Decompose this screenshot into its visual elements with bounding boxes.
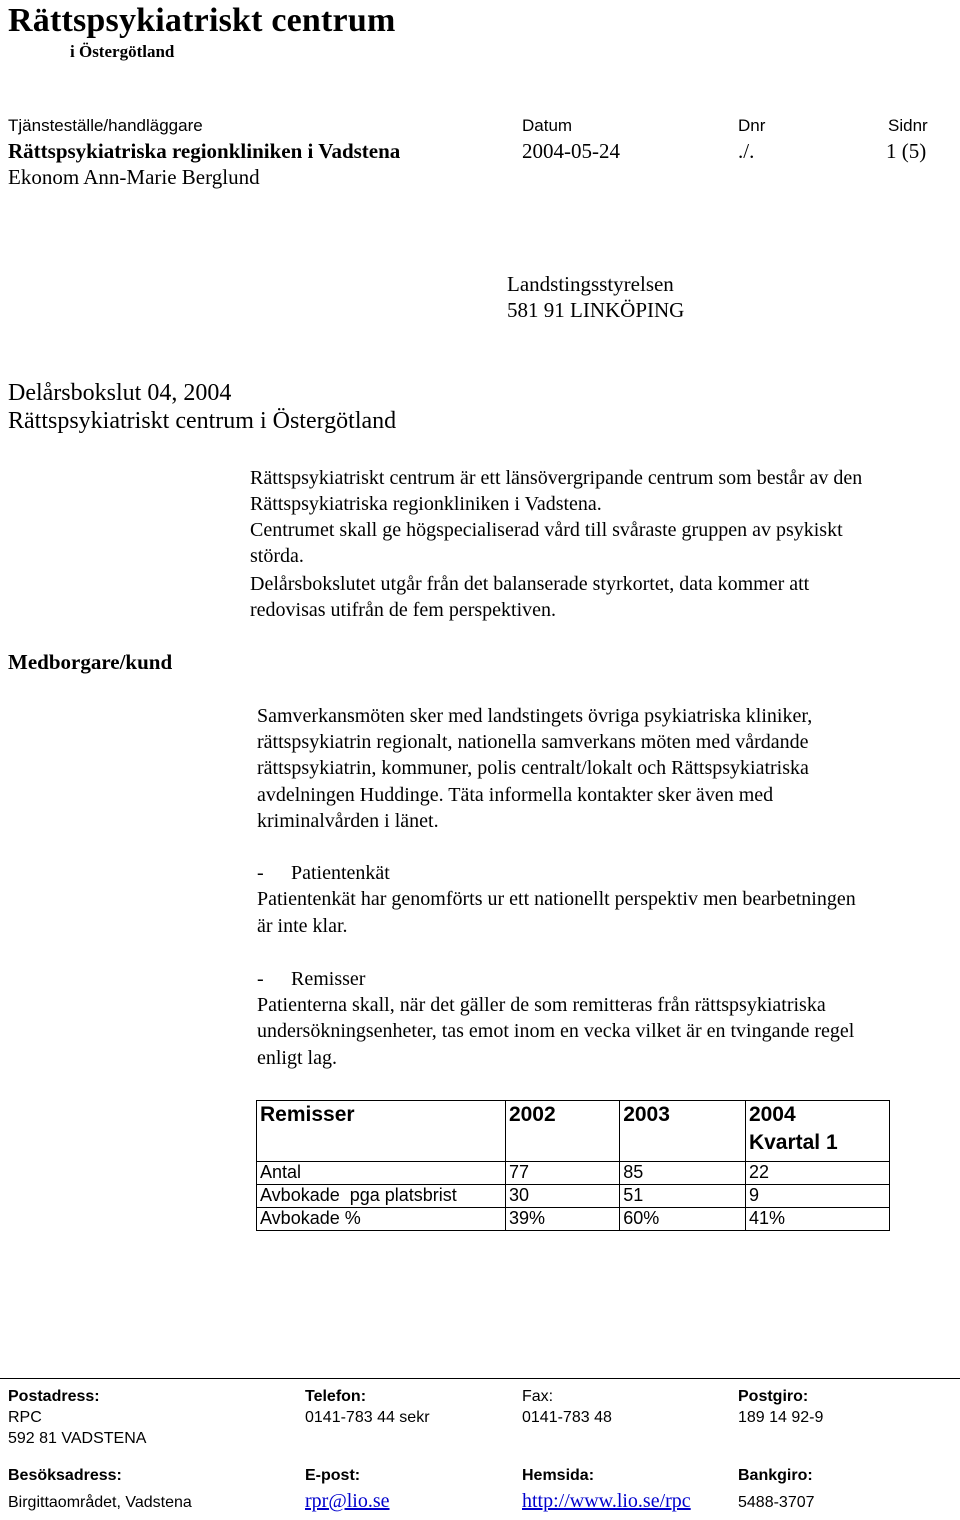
body-line: Patientenkät har genomförts ur ett nationellt perspektiv men bearbetningen xyxy=(257,888,856,910)
body-line: rättspsykiatrin, kommuner, polis centralt/lokalt och Rättspsykiatriska xyxy=(257,757,809,779)
dnr-label: Dnr xyxy=(738,116,766,135)
date-label: Datum xyxy=(522,116,573,135)
body-line: är inte klar. xyxy=(257,915,348,937)
logo-subtitle: i Östergötland xyxy=(70,42,175,61)
table-cell: 41% xyxy=(745,1208,889,1231)
website-link[interactable]: http://www.lio.se/rpc xyxy=(522,1490,691,1512)
postgiro-label: Postgiro: xyxy=(738,1388,809,1405)
dnr-value: ./. xyxy=(738,139,755,163)
document-title: Delårsbokslut 04, 2004 xyxy=(8,380,232,406)
table-cell: 9 xyxy=(745,1185,889,1208)
besoksadress-label: Besöksadress: xyxy=(8,1467,122,1484)
table-header-cell: 2002 xyxy=(505,1101,619,1162)
table-header-cell: 2003 xyxy=(620,1101,746,1162)
postgiro-value: 189 14 92-9 xyxy=(738,1409,824,1426)
postadress-label: Postadress: xyxy=(8,1388,100,1405)
table-cell: 39% xyxy=(505,1208,619,1231)
table-cell: 51 xyxy=(620,1185,746,1208)
bullet-title-remisser: Remisser xyxy=(291,968,366,990)
handler-name: Ekonom Ann-Marie Berglund xyxy=(8,165,260,189)
page-number-label: Sidnr xyxy=(888,116,928,135)
table-header-cell: Remisser xyxy=(257,1101,506,1162)
table-header-cell xyxy=(745,1101,889,1162)
table-cell: Avbokade % xyxy=(257,1208,506,1231)
bankgiro-value: 5488-3707 xyxy=(738,1494,815,1511)
body-line: avdelningen Huddinge. Täta informella kontakter sker även med xyxy=(257,784,774,806)
bullet-title-patientenkat: Patientenkät xyxy=(291,862,390,884)
remisser-table xyxy=(256,1100,890,1231)
table-cell: 85 xyxy=(620,1162,746,1185)
intro-line: Delårsbokslutet utgår från det balanserade styrkortet, data kommer att xyxy=(250,573,810,595)
intro-line: Centrumet skall ge högspecialiserad vård till svåraste gruppen av psykiskt xyxy=(250,519,843,541)
handler-label: Tjänsteställe/handläggare xyxy=(8,116,203,135)
table-cell: 30 xyxy=(505,1185,619,1208)
document-subtitle: Rättspsykiatriskt centrum i Östergötland xyxy=(8,408,397,434)
table-cell: 22 xyxy=(745,1162,889,1185)
page-number-value: 1 (5) xyxy=(886,139,927,163)
recipient-line2: 581 91 LINKÖPING xyxy=(507,298,685,322)
postadress-line1: RPC xyxy=(8,1409,42,1426)
section-heading: Medborgare/kund xyxy=(8,650,173,674)
body-line: rättspsykiatrin regionalt, nationella samverkans möten med vårdande xyxy=(257,731,809,753)
table-cell: 77 xyxy=(505,1162,619,1185)
table-header-row xyxy=(257,1101,890,1162)
fax-value: 0141-783 48 xyxy=(522,1409,612,1426)
table-row xyxy=(257,1162,890,1185)
body-line: Patienterna skall, när det gäller de som remitteras från rättspsykiatriska xyxy=(257,994,826,1016)
besoksadress-value: Birgittaområdet, Vadstena xyxy=(8,1494,192,1511)
table-cell: Antal xyxy=(257,1162,506,1185)
header-quarter: Kvartal 1 xyxy=(748,1131,838,1154)
clinic-name: Rättspsykiatriska regionkliniken i Vadstena xyxy=(8,139,401,163)
footer-divider xyxy=(0,1378,960,1379)
telefon-value: 0141-783 44 sekr xyxy=(305,1409,430,1426)
table-row xyxy=(257,1185,890,1208)
intro-line: störda. xyxy=(250,545,304,567)
date-value: 2004-05-24 xyxy=(522,139,620,163)
body-line: enligt lag. xyxy=(257,1047,337,1069)
intro-line: redovisas utifrån de fem perspektiven. xyxy=(250,599,557,621)
bullet-dash: - xyxy=(257,968,264,990)
telefon-label: Telefon: xyxy=(305,1388,367,1405)
body-line: kriminalvården i länet. xyxy=(257,810,439,832)
epost-label: E-post: xyxy=(305,1467,361,1484)
hemsida-label: Hemsida: xyxy=(522,1467,595,1484)
fax-label: Fax: xyxy=(522,1388,554,1405)
table-row xyxy=(257,1208,890,1231)
intro-line: Rättspsykiatriska regionkliniken i Vadstena. xyxy=(250,493,602,515)
postadress-line2: 592 81 VADSTENA xyxy=(8,1430,147,1447)
body-line: Samverkansmöten sker med landstingets övriga psykiatriska kliniker, xyxy=(257,705,813,727)
bullet-dash: - xyxy=(257,862,264,884)
table-cell: Avbokade pga platsbrist xyxy=(257,1185,506,1208)
bankgiro-label: Bankgiro: xyxy=(738,1467,813,1484)
intro-line: Rättspsykiatriskt centrum är ett länsövergripande centrum som består av den xyxy=(250,467,863,489)
email-link[interactable]: rpr@lio.se xyxy=(305,1490,390,1512)
header-year-2004: 2004 xyxy=(748,1103,796,1126)
body-line: undersökningsenheter, tas emot inom en vecka vilket är en tvingande regel xyxy=(257,1020,855,1042)
logo-title: Rättspsykiatriskt centrum xyxy=(8,2,396,39)
table-cell: 60% xyxy=(620,1208,746,1231)
recipient-line1: Landstingsstyrelsen xyxy=(507,272,674,296)
